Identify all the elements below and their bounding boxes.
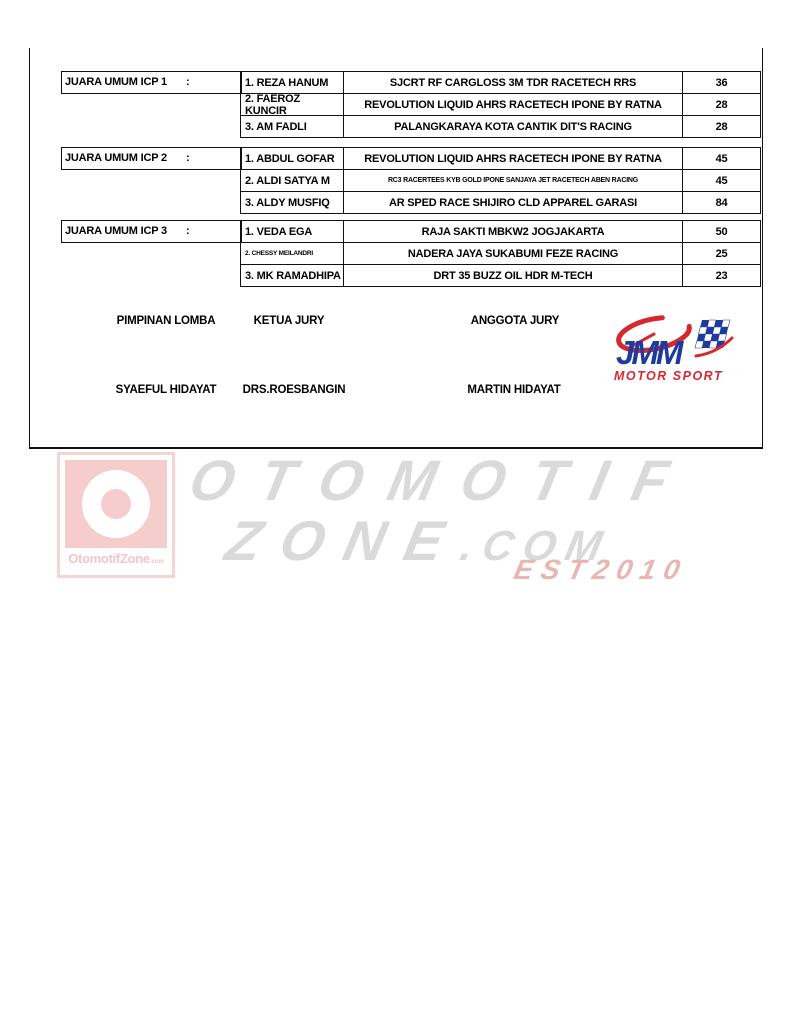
results-section-icp1 — [61, 71, 762, 141]
section-colon: : — [186, 152, 190, 165]
points-value: 36 — [715, 76, 728, 89]
results-grid — [240, 147, 761, 214]
rider-name: 2. FAEROZ KUNCIR — [241, 94, 344, 115]
jmm-motorsport-logo — [608, 312, 740, 391]
results-section-icp2 — [61, 147, 762, 217]
points-value: 28 — [715, 98, 728, 111]
team-name: AR SPED RACE SHIJIRO CLD APPAREL GARASI — [344, 192, 683, 213]
otomotifzone-ring-icon — [65, 460, 167, 548]
table-row — [241, 116, 760, 137]
signature-name-pimpinan-lomba: SYAEFUL HIDAYAT — [115, 384, 217, 396]
rider-name: 2. ALDI SATYA M — [241, 170, 344, 191]
watermark-zone: ZONE — [220, 509, 470, 572]
motor-sport-text: MOTOR SPORT — [614, 369, 724, 383]
team-name: SJCRT RF CARGLOSS 3M TDR RACETECH RRS — [344, 72, 683, 93]
section-title-cell — [61, 147, 242, 170]
rider-name: 1. REZA HANUM — [241, 72, 344, 93]
logo-text-suffix: .com — [149, 559, 164, 565]
team-name: PALANGKARAYA KOTA CANTIK DIT'S RACING — [344, 116, 683, 137]
table-row — [241, 265, 760, 286]
jmm-logo-text: JMM — [616, 334, 681, 371]
team-name: DRT 35 BUZZ OIL HDR M-TECH — [344, 265, 683, 286]
signature-name-anggota-jury: MARTIN HIDAYAT — [467, 384, 561, 396]
signature-name-ketua-jury: DRS.ROESBANGIN — [242, 384, 346, 396]
section-title-cell — [61, 220, 242, 243]
points-value: 84 — [715, 196, 728, 209]
team-name: REVOLUTION LIQUID AHRS RACETECH IPONE BY RATNA — [344, 148, 683, 169]
table-row — [241, 243, 760, 265]
rider-name: 3. MK RAMADHIPA — [241, 265, 344, 286]
points-value: 45 — [715, 152, 728, 165]
table-row — [241, 192, 760, 213]
table-row — [241, 148, 760, 170]
section-colon: : — [186, 76, 190, 89]
rider-name: 3. ALDY MUSFIQ — [241, 192, 344, 213]
rider-name: 3. AM FADLI — [241, 116, 344, 137]
table-row — [241, 221, 760, 243]
team-name: REVOLUTION LIQUID AHRS RACETECH IPONE BY RATNA — [344, 94, 683, 115]
ring-hole — [101, 489, 131, 519]
rider-name: 1. VEDA EGA — [241, 221, 344, 242]
signature-role-pimpinan-lomba: PIMPINAN LOMBA — [116, 315, 216, 327]
section-colon: : — [186, 225, 190, 238]
watermark-dotcom: .COM — [456, 522, 617, 569]
table-row — [241, 72, 760, 94]
watermark-est2010: EST2010 — [511, 554, 691, 585]
rider-name: 2. CHESSY MEILANDRI — [241, 243, 344, 264]
results-section-icp3 — [61, 220, 762, 290]
otomotifzone-logo — [57, 452, 175, 578]
rider-name: 1. ABDUL GOFAR — [241, 148, 344, 169]
results-grid — [240, 71, 761, 138]
points-value: 50 — [715, 225, 728, 238]
section-title: JUARA UMUM ICP 2 — [65, 152, 167, 165]
signature-role-ketua-jury: KETUA JURY — [253, 315, 325, 327]
points-value: 25 — [715, 247, 728, 260]
section-title: JUARA UMUM ICP 3 — [65, 225, 167, 238]
team-name: NADERA JAYA SUKABUMI FEZE RACING — [344, 243, 683, 264]
section-title-cell — [61, 71, 242, 94]
otomotifzone-logo-text — [60, 551, 172, 566]
logo-text-main: OtomotifZone — [68, 551, 150, 566]
table-row — [241, 170, 760, 192]
team-name: RC3 RACERTEES KYB GOLD IPONE SANJAYA JET RACETECH ABEN RACING — [344, 170, 683, 191]
points-value: 23 — [715, 269, 728, 282]
signature-role-anggota-jury: ANGGOTA JURY — [470, 315, 560, 327]
results-grid — [240, 220, 761, 287]
ring-outer — [82, 470, 150, 538]
table-row — [241, 94, 760, 116]
team-name: RAJA SAKTI MBKW2 JOGJAKARTA — [344, 221, 683, 242]
watermark-otomotif: OTOMOTIF — [184, 448, 701, 513]
points-value: 45 — [715, 174, 728, 187]
points-value: 28 — [715, 120, 728, 133]
section-title: JUARA UMUM ICP 1 — [65, 76, 167, 89]
jmm-logo-icon — [608, 312, 740, 386]
